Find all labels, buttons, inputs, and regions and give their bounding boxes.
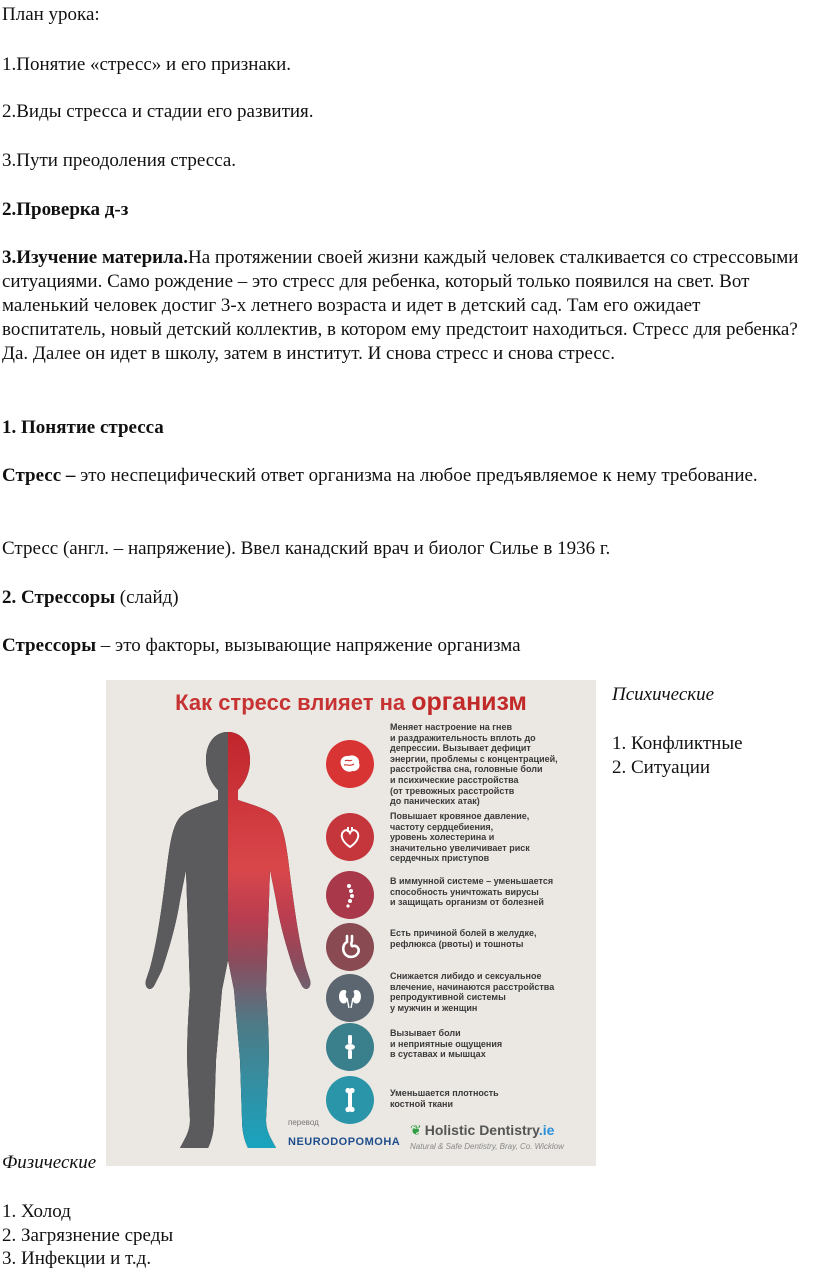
definition-paragraph — [2, 464, 802, 488]
plan-item-3: 3.Пути преодоления стресса. — [2, 150, 237, 171]
phys-item-3: 3. Инфекции и т.д. — [2, 1248, 152, 1269]
infographic-text-7: Уменьшается плотность костной ткани — [390, 1088, 499, 1109]
credit-neurodopomoha: перевод NEURODOPOMOHA — [288, 1118, 401, 1148]
infographic-text-3: В иммунной системе – уменьшается способность уничтожать вирусы и защищать организм от болезней — [390, 876, 554, 908]
joint-circle — [326, 1023, 374, 1071]
study-text: На протяжении своей жизни каждый человек сталкивается со стрессовыми ситуациями. Само рождение – это стресс для ребенка, который только появился на свет. Вот маленький человек достиг 3-х летнего возраста и идет в детский сад. Там его ожидает воспитатель, новый детский коллектив, в котором ему предстоит находиться. Стресс для ребенка? Да. Далее он идет в школу, затем в институт. И снова стресс и снова стресс. — [2, 247, 799, 364]
concept-heading: 1. Понятие стресса — [2, 417, 164, 438]
stress-infographic — [106, 680, 596, 1166]
infographic-text-5: Снижается либидо и сексуальное влечение, начинаются расстройства репродуктивной системы у мужчин и женщин — [390, 971, 555, 1013]
credit-holistic-dentistry: ❦ Holistic Dentistry.ie Natural & Safe Dentistry, Bray, Co. Wicklow — [410, 1122, 564, 1151]
kidney-circle — [326, 974, 374, 1022]
study-paragraph — [2, 246, 802, 366]
phys-item-1: 1. Холод — [2, 1201, 71, 1222]
leaf-icon: ❦ — [410, 1122, 422, 1138]
study-label: 3.Изучение материла. — [2, 247, 189, 268]
spine-circle — [326, 871, 374, 919]
bone-icon — [335, 1085, 365, 1115]
phys-heading: Физические — [2, 1152, 97, 1173]
psych-item-1: 1. Конфликтные — [612, 733, 743, 754]
stressors-heading: 2. Стрессоры (слайд) — [2, 587, 179, 608]
phys-item-2: 2. Загрязнение среды — [2, 1225, 174, 1246]
section-check-heading: 2.Проверка д-з — [2, 199, 129, 220]
definition-term: Стресс – — [2, 465, 76, 486]
infographic-text-1: Меняет настроение на гнев и раздражительность вплоть до депрессии. Вызывает дефицит энергии, проблемы с концентрацией, расстройства сна, головные боли и психические расстройства (от тревожных расстройств до панических атак) — [390, 722, 558, 807]
body-silhouette — [128, 720, 328, 1160]
heart-circle — [326, 813, 374, 861]
spine-icon — [335, 880, 365, 910]
kidney-icon — [335, 983, 365, 1013]
stomach-circle — [326, 923, 374, 971]
bone-circle — [326, 1076, 374, 1124]
stomach-icon — [335, 932, 365, 962]
definition-text: это неспецифический ответ организма на любое предъявляемое к нему требование. — [75, 465, 758, 486]
stressors-definition: Стрессоры – это факторы, вызывающие напряжение организма — [2, 635, 521, 656]
joint-icon — [335, 1032, 365, 1062]
plan-title: План урока: — [2, 4, 100, 25]
psych-heading: Психические — [612, 684, 715, 705]
brain-circle — [326, 740, 374, 788]
infographic-text-6: Вызывает боли и неприятные ощущения в суставах и мышцах — [390, 1028, 503, 1060]
infographic-text-4: Есть причиной болей в желудке, рефлюкса (рвоты) и тошноты — [390, 928, 537, 949]
neurodopomoha-logo: NEURODOPOMOHA — [288, 1136, 401, 1148]
infographic-text-2: Повышает кровяное давление, частоту сердцебиения, уровень холестерина и значительно увеличивает риск сердечных приступов — [390, 811, 530, 864]
plan-item-2: 2.Виды стресса и стадии его развития. — [2, 101, 314, 122]
origin-text: Стресс (англ. – напряжение). Ввел канадский врач и биолог Силье в 1936 г. — [2, 538, 611, 559]
infographic-title: Как стресс влияет на организм — [175, 688, 527, 716]
heart-icon — [335, 822, 365, 852]
plan-item-1: 1.Понятие «стресс» и его признаки. — [2, 54, 292, 75]
psych-item-2: 2. Ситуации — [612, 757, 711, 778]
brain-icon — [335, 749, 365, 779]
